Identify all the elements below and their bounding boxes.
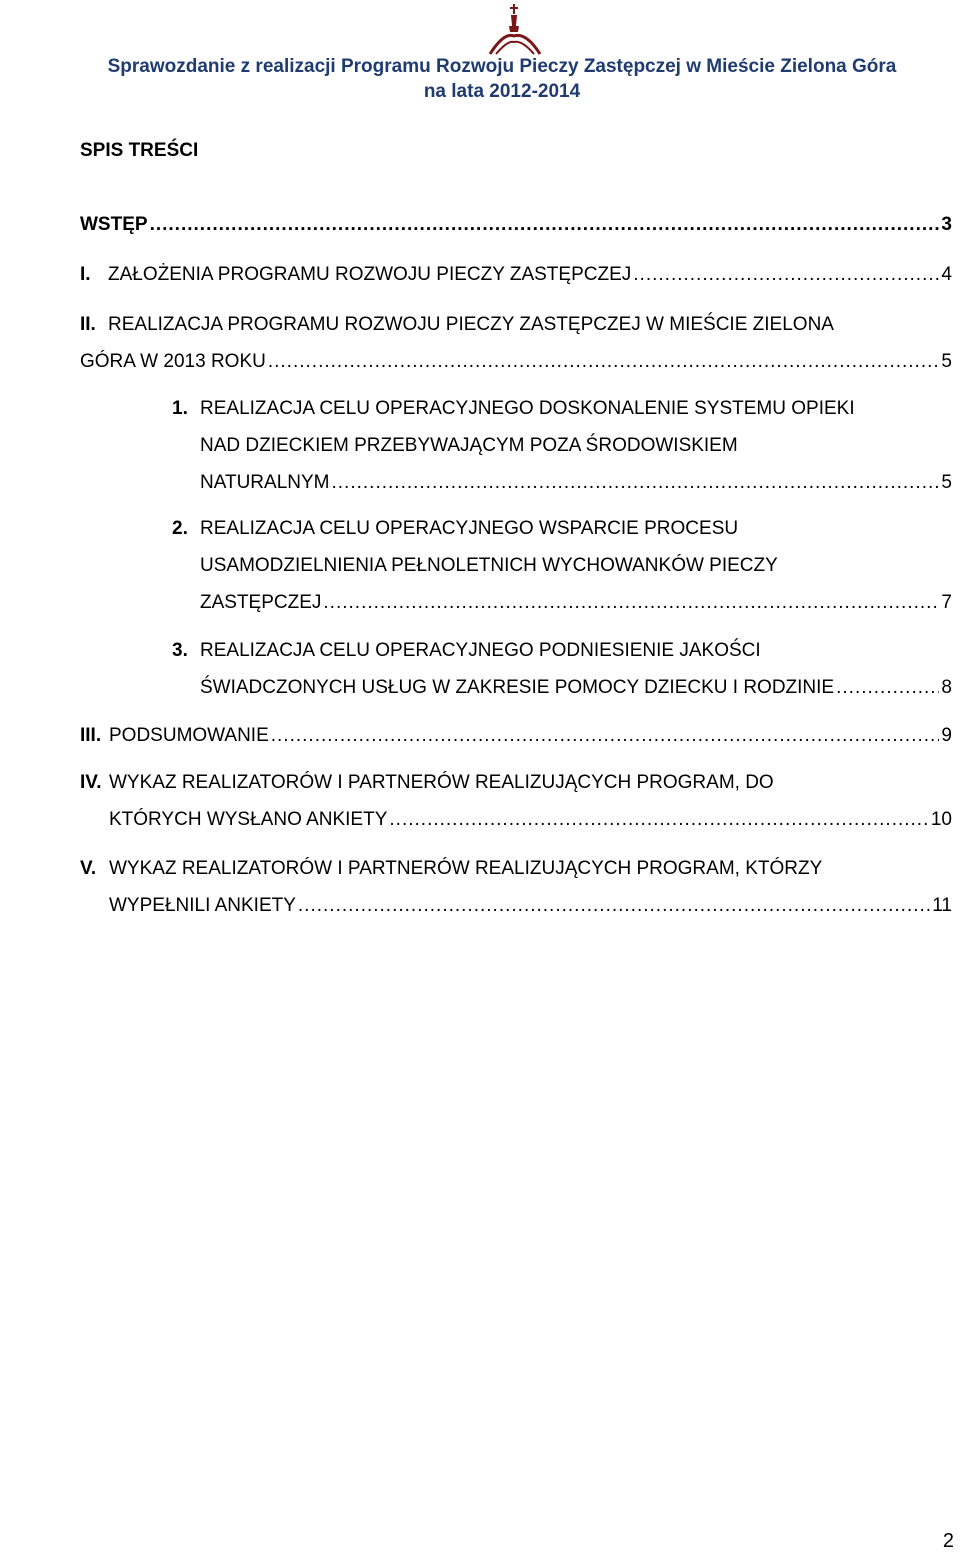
toc-entry-section-1[interactable] bbox=[80, 256, 952, 293]
header-title-line2: na lata 2012-2014 bbox=[423, 81, 581, 102]
toc-page-number: 11 bbox=[932, 895, 952, 916]
toc-entry-number: 1. bbox=[172, 398, 188, 419]
toc-entry-section-5[interactable] bbox=[80, 850, 952, 924]
toc-entry-text: ZASTĘPCZEJ bbox=[200, 592, 322, 613]
toc-entry-text: PODSUMOWANIE bbox=[109, 725, 269, 746]
toc-entry-text: USAMODZIELNIENIA PEŁNOLETNICH WYCHOWANKÓW PIECZY bbox=[200, 555, 778, 576]
toc-entry-subsection-2[interactable] bbox=[172, 510, 952, 621]
toc-entry-subsection-3[interactable] bbox=[172, 632, 952, 706]
toc-entry-text: REALIZACJA CELU OPERACYJNEGO DOSKONALENIE SYSTEMU OPIEKI bbox=[200, 398, 855, 419]
toc-page-number: 7 bbox=[941, 592, 952, 613]
footer-page-number: 2 bbox=[942, 1530, 954, 1552]
toc-page-number: 8 bbox=[941, 677, 952, 698]
toc-entry-section-3[interactable] bbox=[80, 717, 952, 754]
toc-page-number: 5 bbox=[941, 351, 952, 372]
toc-leader bbox=[332, 464, 940, 501]
toc-leader bbox=[389, 801, 928, 838]
toc-entry-section-2[interactable] bbox=[80, 306, 952, 380]
toc-leader bbox=[268, 343, 940, 380]
toc-entry-number: I. bbox=[80, 264, 91, 285]
toc-entry-text: NATURALNYM bbox=[200, 472, 330, 493]
toc-entry-text: ZAŁOŻENIA PROGRAMU ROZWOJU PIECZY ZASTĘPCZEJ bbox=[108, 264, 632, 285]
toc-leader bbox=[323, 584, 939, 621]
toc-entry-text: NAD DZIECKIEM PRZEBYWAJĄCYM POZA ŚRODOWISKIEM bbox=[200, 435, 738, 456]
toc-entry-text: REALIZACJA CELU OPERACYJNEGO PODNIESIENIE JAKOŚCI bbox=[200, 640, 761, 661]
toc-page-number: 10 bbox=[930, 809, 952, 830]
toc-entry-text: REALIZACJA CELU OPERACYJNEGO WSPARCIE PROCESU bbox=[200, 518, 739, 539]
header-title-line1: Sprawozdanie z realizacji Programu Rozwoju Pieczy Zastępczej w Mieście Zielona Góra bbox=[107, 56, 897, 77]
toc-entry-text: GÓRA W 2013 ROKU bbox=[80, 351, 266, 372]
toc-entry-number: II. bbox=[80, 314, 96, 335]
toc-entry-number: III. bbox=[80, 725, 102, 746]
toc-entry-number: 2. bbox=[172, 518, 188, 539]
toc-leader bbox=[633, 256, 939, 293]
toc-entry-text: WYKAZ REALIZATORÓW I PARTNERÓW REALIZUJĄCYCH PROGRAM, KTÓRZY bbox=[109, 858, 823, 879]
toc-entry-text: WYPEŁNILI ANKIETY bbox=[109, 895, 296, 916]
toc-page-number: 3 bbox=[941, 214, 952, 235]
toc-leader bbox=[150, 206, 940, 243]
toc-page-number: 9 bbox=[941, 725, 952, 746]
toc-entry-subsection-1[interactable] bbox=[172, 390, 952, 501]
toc-entry-intro[interactable] bbox=[80, 206, 952, 243]
toc-entry-number: 3. bbox=[172, 640, 188, 661]
toc-heading: SPIS TREŚCI bbox=[80, 140, 199, 161]
toc-leader bbox=[271, 717, 940, 754]
toc-entry-text: WSTĘP bbox=[80, 214, 148, 235]
toc-entry-text: KTÓRYCH WYSŁANO ANKIETY bbox=[109, 809, 388, 830]
toc-entry-number: V. bbox=[80, 858, 97, 879]
toc-page-number: 5 bbox=[941, 472, 952, 493]
city-crest-icon bbox=[486, 2, 542, 56]
toc-entry-text: WYKAZ REALIZATORÓW I PARTNERÓW REALIZUJĄCYCH PROGRAM, DO bbox=[109, 772, 774, 793]
toc-entry-section-4[interactable] bbox=[80, 764, 952, 838]
toc-entry-text: REALIZACJA PROGRAMU ROZWOJU PIECZY ZASTĘPCZEJ W MIEŚCIE ZIELONA bbox=[108, 314, 834, 335]
toc-entry-text: ŚWIADCZONYCH USŁUG W ZAKRESIE POMOCY DZIECKU I RODZINIE bbox=[200, 677, 835, 698]
toc-entry-number: IV. bbox=[80, 772, 102, 793]
toc-leader bbox=[836, 669, 939, 706]
toc-leader bbox=[298, 887, 930, 924]
toc-page-number: 4 bbox=[941, 264, 952, 285]
